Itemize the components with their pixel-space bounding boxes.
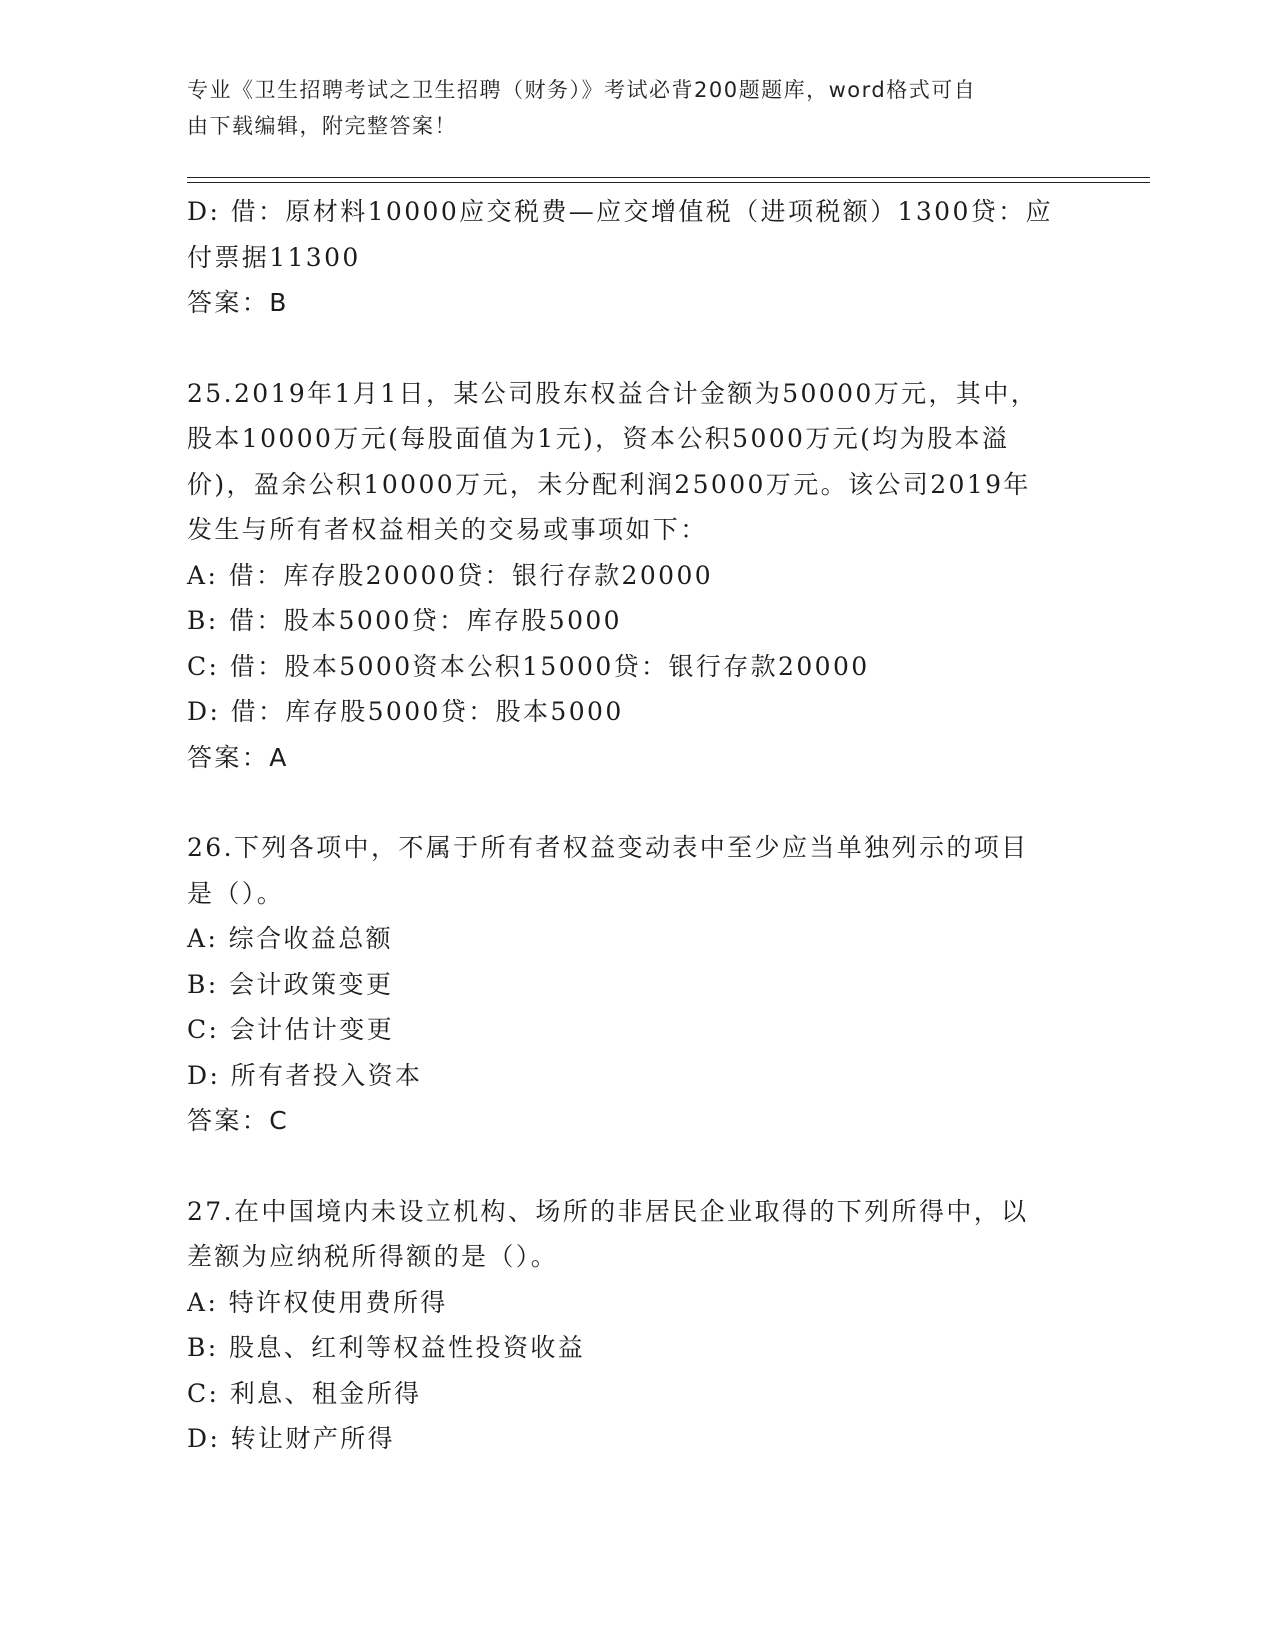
question-24-continued [187,189,1087,326]
option-a: A: 综合收益总额 [187,924,394,953]
option-d-line: 付票据11300 [187,242,361,272]
header-rule-bottom [187,182,1150,183]
option-a: A: 特许权使用费所得 [187,1287,448,1317]
question-25 [187,371,1087,781]
question-stem-line: 发生与所有者权益相关的交易或事项如下： [187,515,708,544]
question-stem-line: 是（）。 [187,878,285,908]
spacer [187,1144,1087,1189]
option-c: C: 会计估计变更 [187,1015,395,1044]
document-body [187,189,1087,1462]
question-stem-line: 27.在中国境内未设立机构、场所的非居民企业取得的下列所得中，以 [187,1196,1029,1226]
header-rule-top [187,177,1150,178]
option-d: D: 借：库存股5000贷：股本5000 [187,697,624,726]
option-a: A: 借：库存股20000贷：银行存款20000 [187,560,714,590]
question-27 [187,1189,1087,1462]
spacer [187,780,1087,825]
option-d: D: 所有者投入资本 [187,1060,423,1090]
header-line-1: 专业《卫生招聘考试之卫生招聘（财务）》考试必背200题题库，word格式可自 [187,78,977,102]
question-26 [187,825,1087,1144]
question-stem-line: 26.下列各项中，不属于所有者权益变动表中至少应当单独列示的项目 [187,833,1029,862]
option-b: B: 借：股本5000贷：库存股5000 [187,606,622,635]
option-c: C: 利息、租金所得 [187,1378,422,1408]
question-stem-line: 股本10000万元(每股面值为1元)，资本公积5000万元(均为股本溢 [187,424,1010,453]
answer-line: 答案：A [187,742,289,772]
question-stem-line: 25.2019年1月1日，某公司股东权益合计金额为50000万元，其中， [187,378,1039,408]
header-line-2: 由下载编辑，附完整答案！ [187,114,457,138]
option-d: D: 转让财产所得 [187,1424,396,1453]
spacer [187,326,1087,371]
option-c: C: 借：股本5000资本公积15000贷：银行存款20000 [187,651,870,681]
document-header [187,72,1067,144]
option-b: B: 股息、红利等权益性投资收益 [187,1333,586,1362]
answer-line: 答案：C [187,1106,290,1135]
option-d-line: D: 借：原材料10000应交税费—应交增值税（进项税额）1300贷：应 [187,197,1053,226]
option-b: B: 会计政策变更 [187,969,394,999]
question-stem-line: 差额为应纳税所得额的是（）。 [187,1242,559,1271]
answer-line: 答案：B [187,288,289,317]
question-stem-line: 价)，盈余公积10000万元，未分配利润25000万元。该公司2019年 [187,469,1031,499]
